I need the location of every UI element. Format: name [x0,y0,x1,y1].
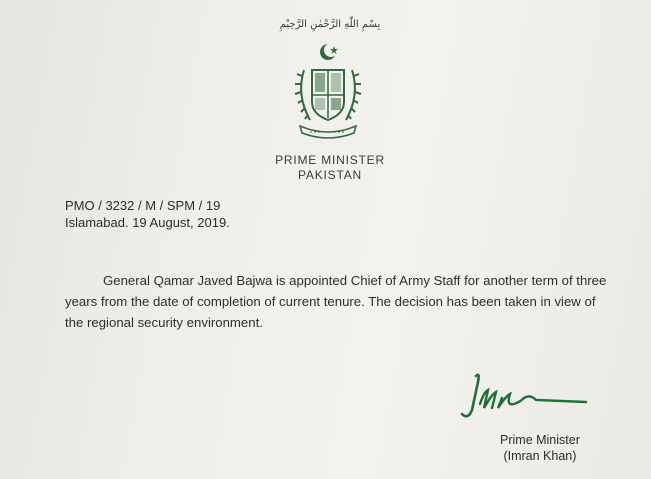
signatory-block [500,432,580,464]
state-emblem-icon [290,40,366,140]
office-title-line1: PRIME MINISTER [275,153,385,167]
signature-icon [458,368,588,428]
reference-number: PMO / 3232 / M / SPM / 19 [65,198,221,213]
office-title [250,153,410,183]
place-date: Islamabad. 19 August, 2019. [65,215,230,230]
office-title-line2: PAKISTAN [298,168,362,182]
letter-body [65,270,610,333]
body-paragraph: General Qamar Javed Bajwa is appointed Chief of Army Staff for another term of three years from the date of completion of current tenure. The decision has been taken in view of the regional security environment. [65,273,607,330]
signatory-name: (Imran Khan) [503,449,577,463]
bismillah-text: بِسْمِ اللّٰهِ الرَّحْمٰنِ الرَّحِيْمِ [279,19,381,30]
reference-block [65,197,230,231]
letterhead [250,18,410,182]
signatory-designation: Prime Minister [500,433,580,447]
